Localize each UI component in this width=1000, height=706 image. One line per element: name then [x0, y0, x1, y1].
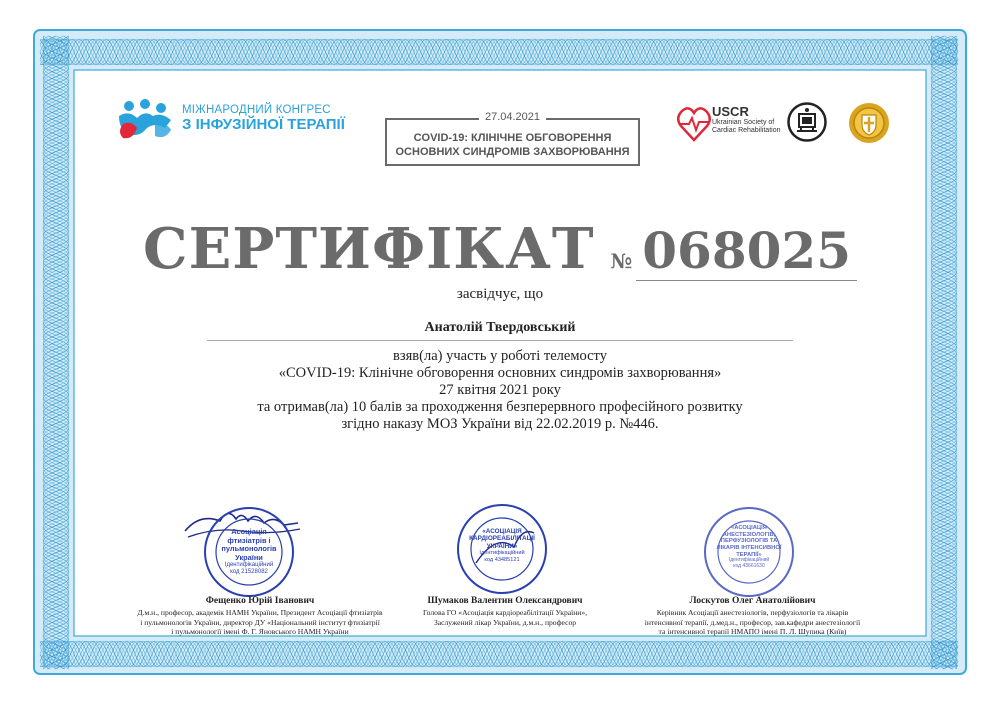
certificate-title-row: [0, 216, 1000, 282]
stamp-3-line: ЛІКАРІВ ІНТЕНСИВНОЇ: [716, 544, 782, 551]
stamp-2-line: код 43485121: [484, 556, 520, 563]
stamp-2-line: УКРАЇНИ»: [486, 542, 518, 550]
body-line: 27 квітня 2021 року: [439, 382, 561, 398]
signature-block-1: [120, 596, 400, 637]
stamp-2-line: КАРДІОРЕАБІЛІТАЦІЇ: [469, 535, 535, 543]
event-box: [385, 111, 640, 166]
congress-line2: З ІНФУЗІЙНОЇ ТЕРАПІЇ: [182, 115, 345, 133]
signatory-desc: Голова ГО «Асоціація кардіореабілітації України»,: [422, 608, 588, 617]
stamp-2-line: Ідентифікаційний: [479, 550, 525, 557]
signatory-desc: і пульмонології імені Ф. Г. Яновського НАМН України: [171, 627, 349, 637]
stamp-3-line: «АСОЦІАЦІЯ: [731, 525, 767, 531]
stamp-3-line: ПЕРФУЗІОЛОГІВ ТА: [720, 538, 778, 545]
stamp-3-line: ТЕРАПІЇ»: [736, 551, 762, 558]
certificate-body: [0, 348, 1000, 433]
event-title-line1: COVID-19: КЛІНІЧНЕ ОБГОВОРЕННЯ: [413, 132, 612, 144]
uscr-text: [712, 104, 780, 135]
stamp-1-line: Ідентифікаційний: [224, 562, 274, 569]
certificate-number: 068025: [636, 221, 857, 281]
event-date: 27.04.2021: [479, 111, 546, 123]
stamp-1-line: код 21528082: [230, 568, 268, 575]
gold-seal-icon: [848, 102, 890, 144]
signatory-desc: Заслужений лікар України, д.м.н., професор: [433, 617, 577, 627]
signatory-name: Лоскутов Олег Анатолійович: [689, 596, 816, 606]
body-line: взяв(ла) участь у роботі телемосту: [393, 348, 607, 364]
stamp-2-line: «АСОЦІАЦІЯ: [482, 528, 522, 535]
signatory-desc: і пульмонологів України, директор ДУ «Національний інститут фтизіатрії: [140, 617, 380, 627]
stamp-1-line: України: [235, 552, 263, 562]
stamp-3-line: Ідентифікаційний: [728, 557, 770, 564]
body-line: згідно наказу МОЗ України від 22.02.2019 р. №446.: [341, 416, 659, 432]
uscr-line1: Ukrainian Society of: [712, 119, 775, 126]
signatory-desc: інтенсивної терапії, д.мед.н., професор, зав.кафедри анестезіології: [644, 617, 861, 627]
stamp-1-line: Асоціація: [231, 527, 267, 536]
stamp-3-line: АНЕСТЕЗІОЛОГІВ,: [722, 531, 776, 538]
uscr-line2: Cardiac Rehabilitation: [712, 127, 781, 135]
congress-line1: МІЖНАРОДНИЙ КОНГРЕС: [182, 104, 331, 116]
congress-name: [182, 104, 345, 133]
recipient-underline: [207, 340, 793, 341]
association-emblem-icon: [787, 102, 827, 142]
event-title-line2: ОСНОВНИХ СИНДРОМІВ ЗАХВОРЮВАННЯ: [395, 145, 630, 158]
recipient-name: Анатолій Твердовський: [424, 320, 576, 335]
number-sign: №: [610, 249, 633, 273]
stamp-2: [466, 528, 538, 563]
stamp-3: [712, 525, 786, 570]
stamp-1-line: пульмонологів: [221, 544, 277, 554]
uscr-abbr: USCR: [712, 104, 749, 119]
signatory-desc: Керівник Асоціації анестезіологів, перфузіологів та лікарів: [656, 608, 849, 617]
signatory-name: Фещенко Юрій Іванович: [205, 596, 315, 606]
body-line: та отримав(ла) 10 балів за проходження безперервного професійного розвитку: [257, 399, 743, 415]
certificate-title: СЕРТИФІКАТ: [143, 216, 595, 282]
certifies-text: засвідчує, що: [456, 286, 544, 302]
signatory-desc: та інтенсивної терапії НМАПО імені П. Л. Шупика (Київ): [658, 627, 847, 637]
signatory-desc: Д.м.н., професор, академік НАМН України, Президент Асоціації фтизіатрів: [137, 608, 383, 617]
signature-block-2: [395, 596, 615, 627]
stamp-1: [211, 528, 287, 576]
signature-block-3: [615, 596, 890, 637]
stamp-1-line: фтизіатрів і: [227, 535, 271, 545]
body-line: «COVID-19: Клінічне обговорення основних синдромів захворювання»: [278, 365, 722, 381]
signatory-name: Шумаков Валентин Олександрович: [427, 596, 583, 606]
event-title: [387, 132, 638, 160]
stamp-3-line: код 43661630: [733, 563, 765, 570]
